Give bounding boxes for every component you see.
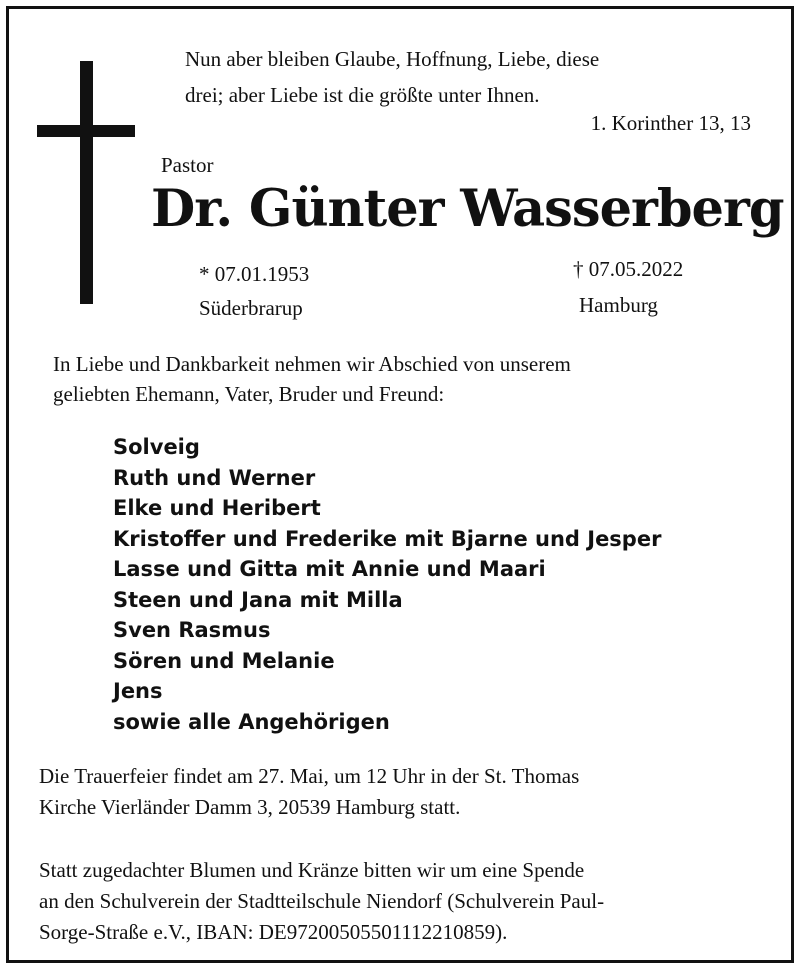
mourner-item: Lasse und Gitta mit Annie und Maari [113, 557, 546, 581]
mourner-item: Sven Rasmus [113, 618, 271, 642]
donation-line: an den Schulverein der Stadtteilschule Niendorf (Schulverein Paul- [39, 889, 605, 913]
mourner-item: Kristoffer und Frederike mit Bjarne und Jesper [113, 526, 662, 551]
service-info [39, 761, 779, 823]
deceased-name: Dr. Günter Wasserberg [151, 179, 784, 239]
service-line: Kirche Vierländer Damm 3, 20539 Hamburg statt. [39, 795, 461, 819]
mourner-item: Solveig [113, 435, 200, 459]
quote-line: drei; aber Liebe ist die größte unter Ihnen. [185, 83, 540, 107]
birth-date: * 07.01.1953 [199, 262, 310, 286]
bible-quote [185, 41, 745, 113]
mourner-item: Ruth und Werner [113, 465, 316, 490]
mourners-list [113, 432, 661, 737]
cross-icon-bar [37, 125, 135, 137]
death-date: † 07.05.2022 [573, 257, 684, 281]
service-line: Die Trauerfeier findet am 27. Mai, um 12 Uhr in der St. Thomas [39, 764, 580, 788]
mourner-item: Sören und Melanie [113, 648, 335, 673]
intro-line: In Liebe und Dankbarkeit nehmen wir Abschied von unserem [53, 352, 571, 376]
quote-source: 1. Korinther 13, 13 [590, 111, 751, 135]
donation-line: Statt zugedachter Blumen und Kränze bitten wir um eine Spende [39, 858, 585, 882]
mourner-item: sowie alle Angehörigen [113, 709, 390, 734]
mourner-item: Elke und Heribert [113, 496, 321, 520]
mourner-item: Steen und Jana mit Milla [113, 587, 403, 612]
death-place: Hamburg [579, 293, 658, 317]
intro-line: geliebten Ehemann, Vater, Bruder und Freund: [53, 382, 445, 406]
donation-info [39, 855, 779, 948]
cross-icon [80, 61, 93, 304]
obituary-frame [6, 6, 794, 963]
donation-line: Sorge-Straße e.V., IBAN: DE97200505501112210859). [39, 920, 508, 944]
birth-place: Süderbrarup [199, 296, 303, 320]
deceased-title: Pastor [161, 153, 214, 177]
birth-info [199, 257, 309, 325]
quote-line: Nun aber bleiben Glaube, Hoffnung, Liebe, diese [185, 47, 600, 71]
death-info [573, 251, 683, 323]
mourner-item: Jens [113, 679, 163, 703]
intro-text [53, 349, 773, 409]
